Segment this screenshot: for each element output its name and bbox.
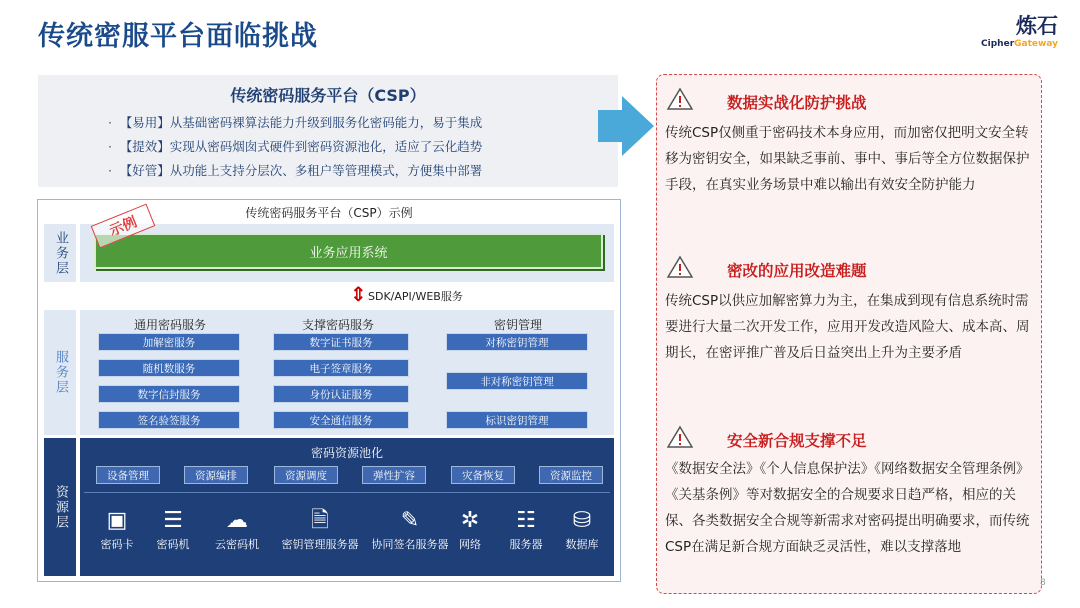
service-chip: 电子签章服务 bbox=[273, 359, 409, 377]
hw-crypto-machine: ☰ 密码机 bbox=[140, 508, 206, 552]
hw-network: ✲ 网络 bbox=[448, 508, 492, 552]
layer-label-business: 业务层 bbox=[44, 224, 76, 282]
csp-summary-line: · 【易用】从基础密码裸算法能力升级到服务化密码能力，易于集成 bbox=[108, 115, 483, 130]
csp-summary-line: · 【好管】从功能上支持分层次、多租户等管理模式，方便集中部署 bbox=[108, 163, 483, 178]
support-services-title: 支撑密码服务 bbox=[301, 318, 374, 332]
logo-en: CipherGateway bbox=[981, 39, 1058, 49]
page-title: 传统密服平台面临挑战 bbox=[38, 21, 318, 52]
pool-chip: 灾备恢复 bbox=[451, 466, 515, 484]
cloud-crypto-icon: ☁ bbox=[226, 508, 248, 533]
warning-icon bbox=[667, 425, 693, 449]
challenge-title: 密改的应用改造难题 bbox=[727, 262, 867, 280]
hw-key-server: 🗎 密钥管理服务器 bbox=[276, 508, 364, 552]
csp-diagram bbox=[37, 199, 621, 582]
csp-summary-title: 传统密码服务平台（CSP） bbox=[230, 86, 426, 105]
service-chip: 数字信封服务 bbox=[98, 385, 240, 403]
service-chip: 安全通信服务 bbox=[273, 411, 409, 429]
page-number: 8 bbox=[1040, 578, 1046, 588]
logo bbox=[981, 14, 1058, 50]
key-server-icon: 🗎 bbox=[311, 508, 329, 533]
divider bbox=[84, 492, 610, 493]
example-stamp: 示例 bbox=[91, 204, 156, 249]
challenges-panel bbox=[656, 74, 1042, 594]
service-chip: 数字证书服务 bbox=[273, 333, 409, 351]
arrow-right-icon bbox=[598, 96, 654, 156]
warning-icon bbox=[667, 255, 693, 279]
general-services-title: 通用密码服务 bbox=[133, 318, 206, 332]
pool-title: 密码资源池化 bbox=[310, 446, 383, 460]
pool-chip: 设备管理 bbox=[96, 466, 160, 484]
challenge-body: 传统CSP以供应加解密算力为主，在集成到现有信息系统时需要进行大量二次开发工作，应用开发改造风险大、成本高、周期长，在密评推广普及后日益突出上升为主要矛盾 bbox=[665, 293, 1030, 361]
crypto-card-icon: ▣ bbox=[106, 508, 128, 533]
hw-sign-server: ✎ 协同签名服务器 bbox=[366, 508, 454, 552]
network-icon: ✲ bbox=[460, 508, 480, 533]
pool-chip: 弹性扩容 bbox=[362, 466, 426, 484]
pool-chip: 资源监控 bbox=[539, 466, 603, 484]
service-chip: 身份认证服务 bbox=[273, 385, 409, 403]
hw-database: ⛁ 数据库 bbox=[554, 508, 610, 552]
double-arrow-icon: ⇕ bbox=[350, 282, 367, 306]
logo-cn: 炼石 bbox=[1016, 14, 1058, 38]
service-chip: 随机数服务 bbox=[98, 359, 240, 377]
diagram-title: 传统密码服务平台（CSP）示例 bbox=[245, 206, 413, 220]
service-layer bbox=[80, 310, 614, 435]
sdk-label: SDK/API/WEB服务 bbox=[368, 290, 463, 303]
crypto-machine-icon: ☰ bbox=[163, 508, 183, 533]
resource-layer bbox=[80, 438, 614, 576]
server-icon: ☷ bbox=[516, 508, 536, 533]
key-chip: 对称密钥管理 bbox=[446, 333, 588, 351]
challenge-body: 《数据安全法》《个人信息保护法》《网络数据安全管理条例》《关基条例》等对数据安全的合规要求日趋严格，相应的关保、各类数据安全合规等新需求对密码提出明确要求，而传统CSP在满足新合规方面缺乏灵活性，难以支撑落地 bbox=[665, 461, 1030, 555]
challenge-title: 数据实战化防护挑战 bbox=[727, 94, 867, 112]
hw-server: ☷ 服务器 bbox=[498, 508, 554, 552]
pool-chip: 资源调度 bbox=[274, 466, 338, 484]
challenge-body: 传统CSP仅侧重于密码技术本身应用，而加密仅把明文安全转移为密钥安全，如果缺乏事前、事中、事后等全方位数据保护手段，在真实业务场景中难以输出有效安全防护能力 bbox=[665, 125, 1030, 193]
layer-label-resource: 资源层 bbox=[44, 438, 76, 576]
challenge-title: 安全新合规支撑不足 bbox=[727, 432, 867, 450]
key-management-title: 密钥管理 bbox=[493, 318, 542, 332]
hw-crypto-card: ▣ 密码卡 bbox=[84, 508, 150, 552]
database-icon: ⛁ bbox=[572, 508, 592, 533]
key-chip: 非对称密钥管理 bbox=[446, 372, 588, 390]
key-chip: 标识密钥管理 bbox=[446, 411, 588, 429]
csp-summary-line: · 【提效】实现从密码烟囱式硬件到密码资源池化，适应了云化趋势 bbox=[108, 139, 483, 154]
layer-label-service: 服务层 bbox=[44, 310, 76, 435]
service-chip: 加解密服务 bbox=[98, 333, 240, 351]
hw-cloud-crypto: ☁ 云密码机 bbox=[204, 508, 270, 552]
sign-server-icon: ✎ bbox=[400, 508, 420, 533]
csp-summary-panel bbox=[38, 75, 618, 187]
service-chip: 签名验签服务 bbox=[98, 411, 240, 429]
business-system-bar: 业务应用系统 bbox=[94, 233, 603, 269]
pool-chip: 资源编排 bbox=[184, 466, 248, 484]
warning-icon bbox=[667, 87, 693, 111]
